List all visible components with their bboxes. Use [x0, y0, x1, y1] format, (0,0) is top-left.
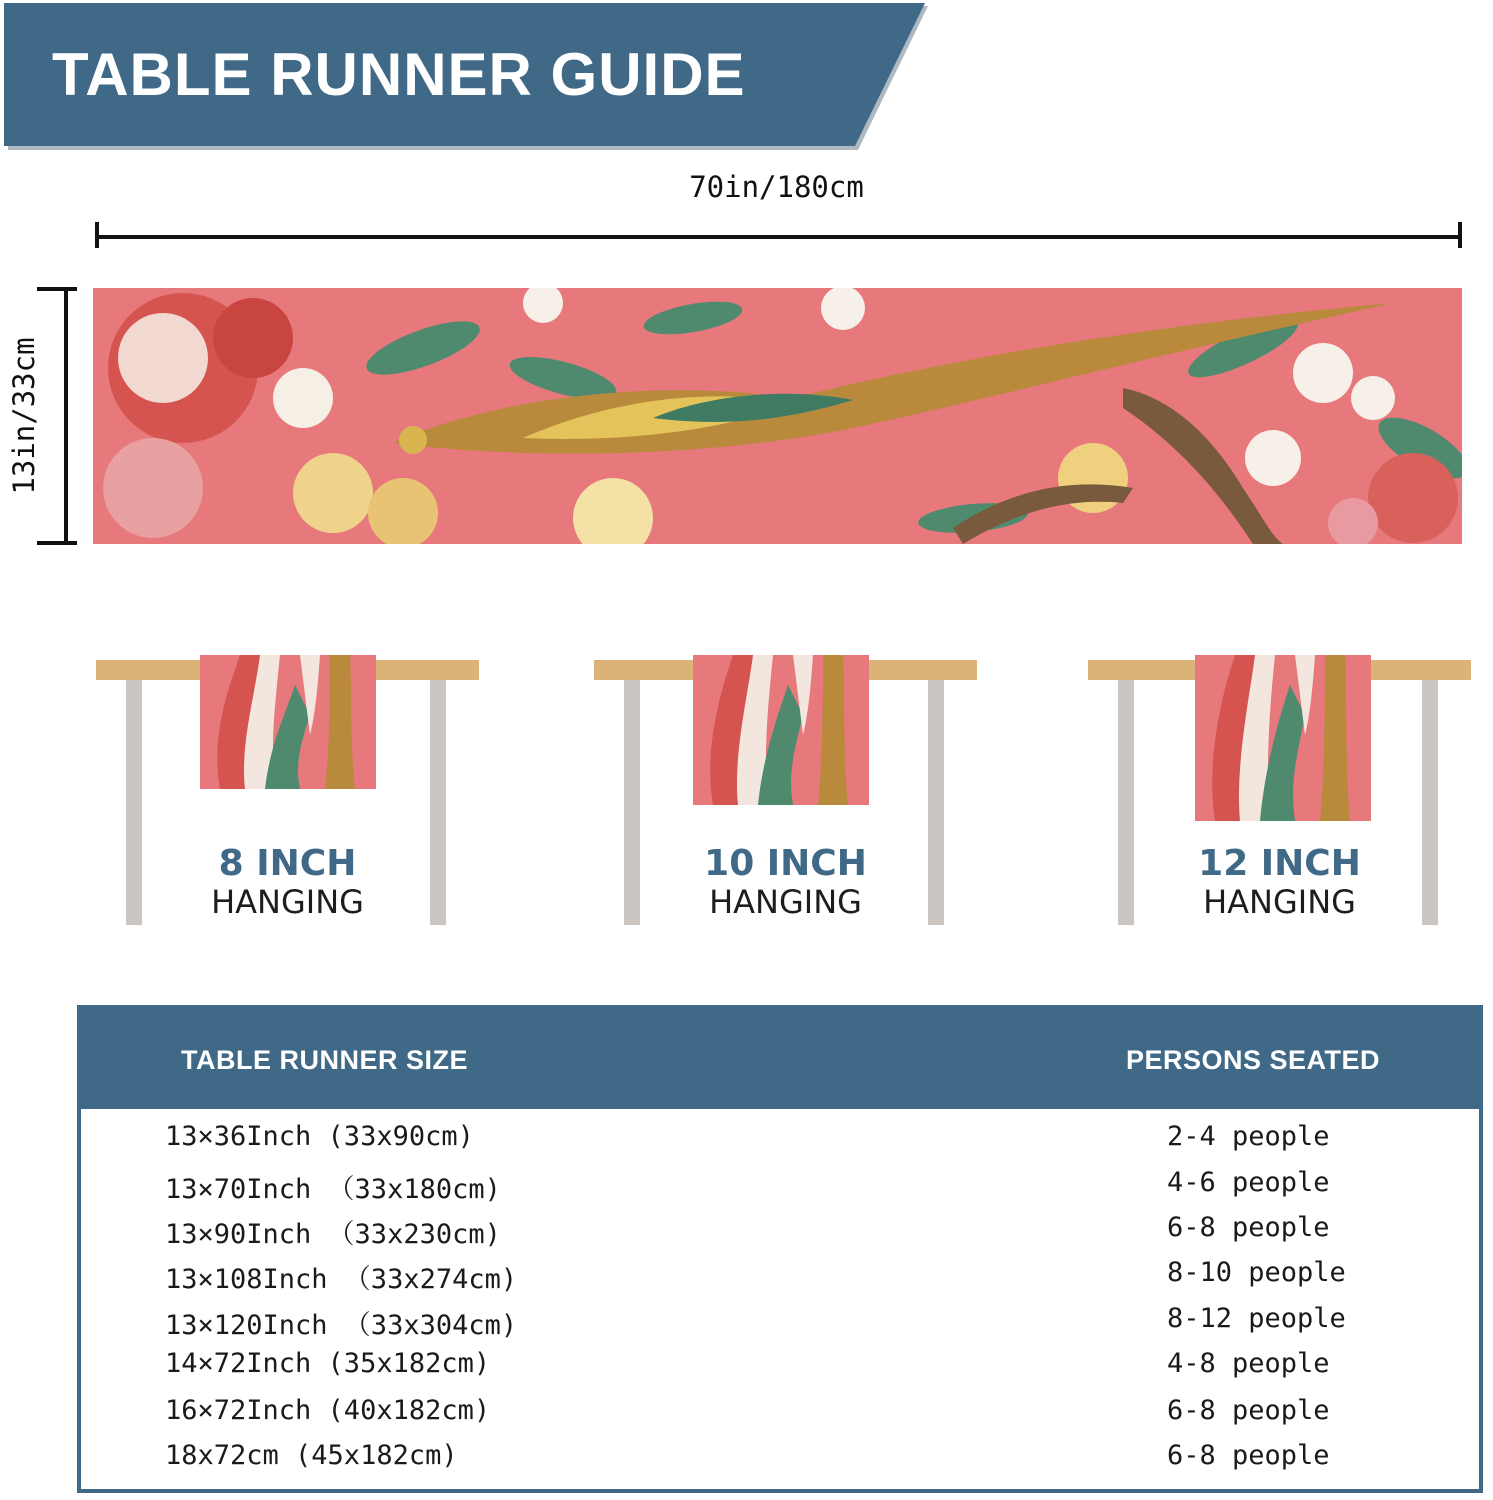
row-size: 13×108Inch （33x274cm)	[165, 1264, 518, 1295]
hanging-runner	[200, 655, 377, 789]
height-dimension-cap-top	[37, 287, 77, 291]
table-row	[81, 1303, 1479, 1343]
table-row	[81, 1121, 1479, 1161]
row-size: 13×120Inch （33x304cm)	[165, 1310, 518, 1341]
table-row	[81, 1167, 1479, 1207]
hanging-size: 10 INCH	[704, 843, 867, 884]
size-table	[77, 1005, 1483, 1493]
row-persons: 6-8 people	[1167, 1395, 1330, 1426]
hanging-runner	[693, 655, 870, 805]
table-row	[81, 1348, 1479, 1388]
row-persons: 8-10 people	[1167, 1257, 1346, 1288]
row-persons: 8-12 people	[1167, 1303, 1346, 1334]
row-persons: 4-8 people	[1167, 1348, 1330, 1379]
hanging-runner	[1195, 655, 1372, 821]
width-dimension-line	[97, 235, 1462, 239]
hanging-size: 8 INCH	[218, 843, 357, 884]
table-row	[81, 1212, 1479, 1252]
row-size: 13×36Inch (33x90cm)	[165, 1121, 474, 1152]
page-title: TABLE RUNNER GUIDE	[52, 41, 746, 108]
title-banner	[0, 0, 930, 150]
hanging-label: HANGING	[709, 883, 862, 921]
column-header-persons: PERSONS SEATED	[1126, 1045, 1381, 1075]
height-dimension-cap-bottom	[37, 541, 77, 545]
hanging-label: HANGING	[211, 883, 364, 921]
height-dimension-label: 13in/33cm	[7, 337, 41, 495]
column-header-size: TABLE RUNNER SIZE	[181, 1045, 469, 1075]
hanging-size: 12 INCH	[1198, 843, 1361, 884]
table-row	[81, 1257, 1479, 1297]
hanging-8-inch	[96, 655, 486, 935]
table-runner-image	[93, 288, 1462, 544]
row-size: 16×72Inch (40x182cm)	[165, 1395, 491, 1426]
row-size: 18x72cm (45x182cm)	[165, 1440, 458, 1471]
height-dimension-line	[64, 288, 68, 544]
table-row	[81, 1440, 1479, 1480]
size-table-header	[81, 1009, 1479, 1109]
hanging-10-inch	[594, 655, 984, 935]
width-dimension-label: 70in/180cm	[689, 170, 864, 204]
row-size: 13×70Inch （33x180cm)	[165, 1174, 501, 1205]
row-size: 13×90Inch （33x230cm)	[165, 1219, 501, 1250]
width-dimension-cap-left	[95, 222, 99, 248]
row-persons: 6-8 people	[1167, 1212, 1330, 1243]
row-persons: 2-4 people	[1167, 1121, 1330, 1152]
hanging-label: HANGING	[1203, 883, 1356, 921]
hanging-12-inch	[1088, 655, 1478, 935]
table-row	[81, 1395, 1479, 1435]
row-persons: 4-6 people	[1167, 1167, 1330, 1198]
row-size: 14×72Inch (35x182cm)	[165, 1348, 491, 1379]
width-dimension-cap-right	[1458, 222, 1462, 248]
row-persons: 6-8 people	[1167, 1440, 1330, 1471]
